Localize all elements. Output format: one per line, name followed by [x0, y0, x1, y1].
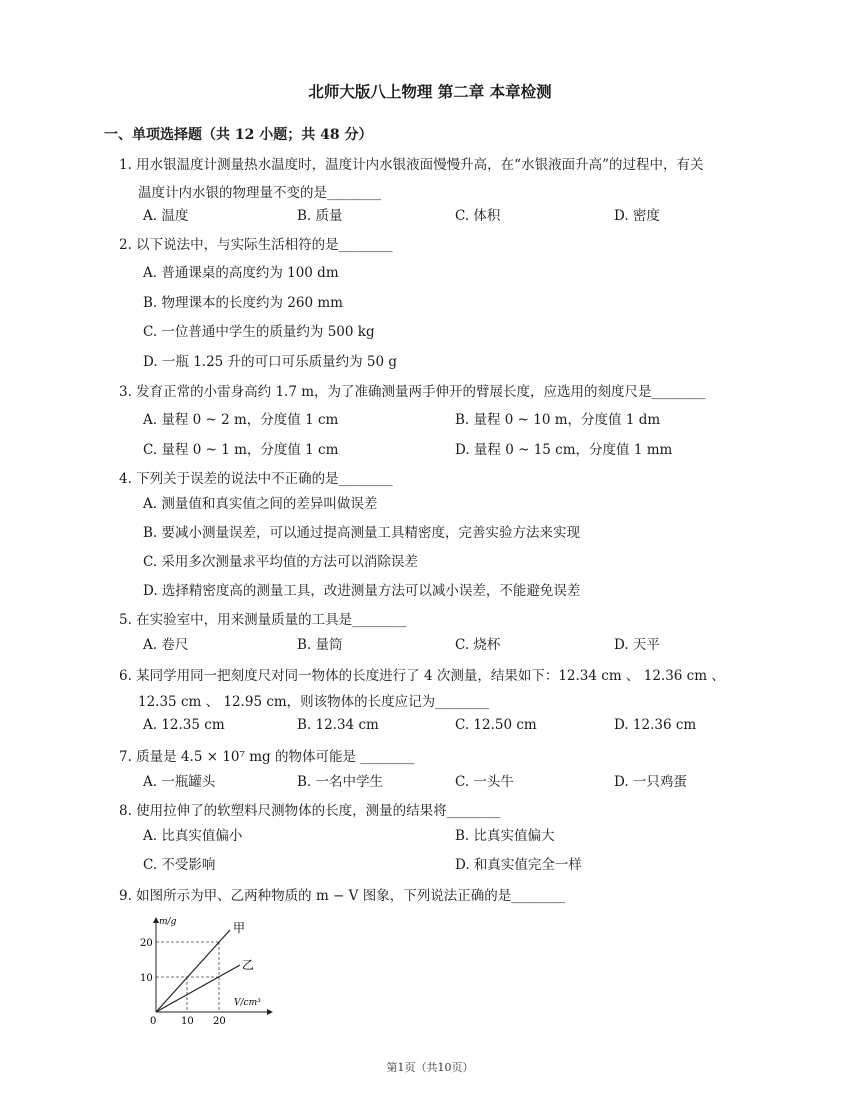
question-6-option-c: C. 12.50 cm: [455, 717, 537, 733]
question-4-line-1: 4. 下列关于误差的说法中不正确的是________: [119, 471, 393, 487]
question-3-line-1: 3. 发育正常的小雷身高约 1.7 m，为了准确测量两手伸开的臂展长度，应选用的刻度尺是________: [119, 384, 706, 400]
question-6-option-d: D. 12.36 cm: [614, 717, 697, 733]
question-3-option-b: B. 量程 0 ~ 10 m，分度值 1 dm: [455, 412, 661, 428]
series-yi-line: [156, 965, 240, 1012]
question-8-option-b: B. 比真实值偏大: [455, 828, 555, 844]
x-tick-20: 20: [213, 1016, 226, 1027]
question-3-option-c: C. 量程 0 ~ 1 m，分度值 1 cm: [143, 442, 339, 458]
question-2-option-a: A. 普通课桌的高度约为 100 dm: [143, 265, 339, 281]
question-3-option-a: A. 量程 0 ~ 2 m，分度值 1 cm: [143, 412, 339, 428]
page-title: 北师大版八上物理 第二章 本章检测: [308, 82, 552, 101]
question-1-option-b: B. 质量: [297, 208, 343, 224]
question-7-option-c: C. 一头牛: [455, 774, 514, 790]
question-7-option-d: D. 一只鸡蛋: [614, 774, 687, 790]
question-4-option-d: D. 选择精密度高的测量工具，改进测量方法可以减小误差，不能避免误差: [143, 583, 581, 599]
question-4-option-b: B. 要减小测量误差，可以通过提高测量工具精密度，完善实验方法来实现: [143, 525, 581, 541]
series-yi-label: 乙: [242, 958, 255, 972]
question-1-option-d: D. 密度: [614, 208, 660, 224]
y-tick-10: 10: [140, 973, 153, 984]
question-2-option-b: B. 物理课本的长度约为 260 mm: [143, 295, 343, 311]
y-tick-20: 20: [140, 938, 153, 949]
question-3-option-d: D. 量程 0 ~ 15 cm，分度值 1 mm: [455, 442, 673, 458]
series-jia-label: 甲: [233, 921, 246, 935]
question-8-option-c: C. 不受影响: [143, 857, 216, 873]
question-1-line-2: 温度计内水银的物理量不变的是________: [138, 185, 381, 201]
question-5-option-b: B. 量筒: [297, 637, 343, 653]
question-6-line-2: 12.35 cm 、 12.95 cm，则该物体的长度应记为________: [138, 694, 490, 710]
question-6-option-a: A. 12.35 cm: [143, 717, 225, 733]
question-2-line-1: 2. 以下说法中，与实际生活相符的是________: [119, 237, 393, 253]
x-tick-10: 10: [181, 1016, 194, 1027]
question-4-option-c: C. 采用多次测量求平均值的方法可以消除误差: [143, 554, 418, 570]
question-5-line-1: 5. 在实验室中，用来测量质量的工具是________: [119, 612, 407, 628]
question-6-option-b: B. 12.34 cm: [297, 717, 379, 733]
question-1-option-c: C. 体积: [455, 208, 501, 224]
question-8-option-d: D. 和真实值完全一样: [455, 857, 582, 873]
question-7-option-b: B. 一名中学生: [297, 774, 384, 790]
question-8-option-a: A. 比真实值偏小: [143, 828, 243, 844]
question-6-line-1: 6. 某同学用同一把刻度尺对同一物体的长度进行了 4 次测量，结果如下：12.34 cm 、 12.36 cm 、: [119, 668, 725, 684]
question-7-option-a: A. 一瓶罐头: [143, 774, 216, 790]
x-axis-label: V/cm³: [234, 998, 261, 1008]
y-axis-label: m/g: [159, 917, 177, 927]
question-2-option-c: C. 一位普通中学生的质量约为 500 kg: [143, 324, 375, 340]
question-5-option-a: A. 卷尺: [143, 637, 189, 653]
origin-label: 0: [150, 1016, 157, 1027]
question-9-line-1: 9. 如图所示为甲、乙两种物质的 m − V 图象，下列说法正确的是________: [119, 888, 566, 904]
question-5-option-c: C. 烧杯: [455, 637, 501, 653]
question-1-option-a: A. 温度: [143, 208, 189, 224]
question-5-option-d: D. 天平: [614, 637, 660, 653]
question-1-line-1: 1. 用水银温度计测量热水温度时，温度计内水银液面慢慢升高，在“水银液面升高”的过程中，有关: [119, 157, 704, 173]
question-8-line-1: 8. 使用拉伸了的软塑料尺测物体的长度，测量的结果将________: [119, 803, 501, 819]
question-7-line-1: 7. 质量是 4.5 × 10⁷ mg 的物体可能是 ________: [119, 749, 415, 765]
question-4-option-a: A. 测量值和真实值之间的差异叫做误差: [143, 496, 378, 512]
section-heading: 一、单项选择题（共 12 小题；共 48 分）: [104, 127, 373, 143]
page-footer: 第1页（共10页）: [386, 1061, 474, 1074]
m-v-graph: [126, 912, 286, 1032]
question-2-option-d: D. 一瓶 1.25 升的可口可乐质量约为 50 g: [143, 354, 397, 370]
